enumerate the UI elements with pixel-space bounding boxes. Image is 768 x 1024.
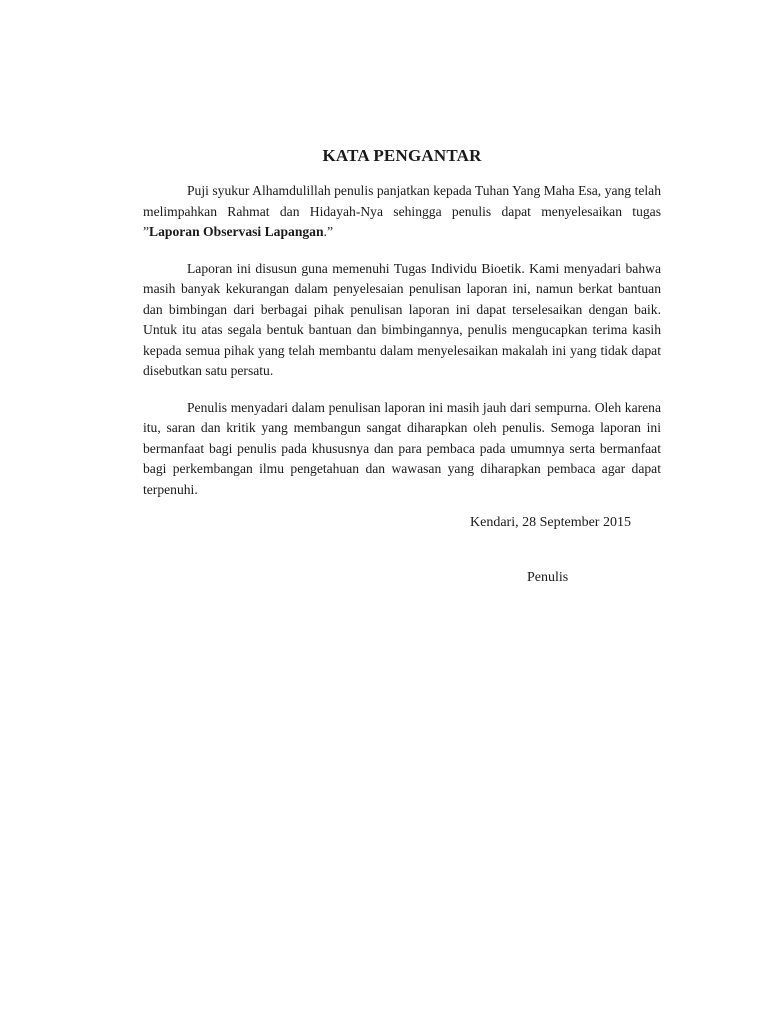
report-title-bold: Laporan Observasi Lapangan — [149, 224, 324, 239]
paragraph-2: Laporan ini disusun guna memenuhi Tugas Individu Bioetik. Kami menyadari bahwa masih banyak kekurangan dalam penyelesaian penulisan laporan ini, namun berkat bantuan dan bimbingan dari berbagai pihak penulisan laporan ini dapat terselesaikan dengan baik. Untuk itu atas segala bentuk bantuan dan bimbingannya, penulis mengucapkan terima kasih kepada semua pihak yang telah membantu dalam menyelesaikan makalah ini yang tidak dapat disebutkan satu persatu. — [143, 260, 661, 378]
place-date: Kendari, 28 September 2015 — [470, 515, 631, 530]
paragraph-1-end: .” — [323, 224, 333, 239]
paragraph-1 — [143, 181, 661, 243]
author-signature: Penulis — [527, 570, 569, 585]
document-body — [143, 181, 661, 516]
paragraph-1-text: Puji syukur Alhamdulillah penulis panjatkan kepada Tuhan Yang Maha Esa, yang telah melimpahkan Rahmat dan Hidayah-Nya sehingga penulis dapat menyelesaikan tugas ” — [143, 183, 661, 239]
page-title: KATA PENGANTAR — [322, 146, 482, 165]
paragraph-3: Penulis menyadari dalam penulisan laporan ini masih jauh dari sempurna. Oleh karena itu, saran dan kritik yang membangun sangat diharapkan oleh penulis. Semoga laporan ini bermanfaat bagi penulis pada khususnya dan para pembaca pada umumnya serta bermanfaat bagi perkembangan ilmu pengetahuan dan wawasan yang diharapkan pembaca agar dapat terpenuhi. — [143, 399, 661, 497]
